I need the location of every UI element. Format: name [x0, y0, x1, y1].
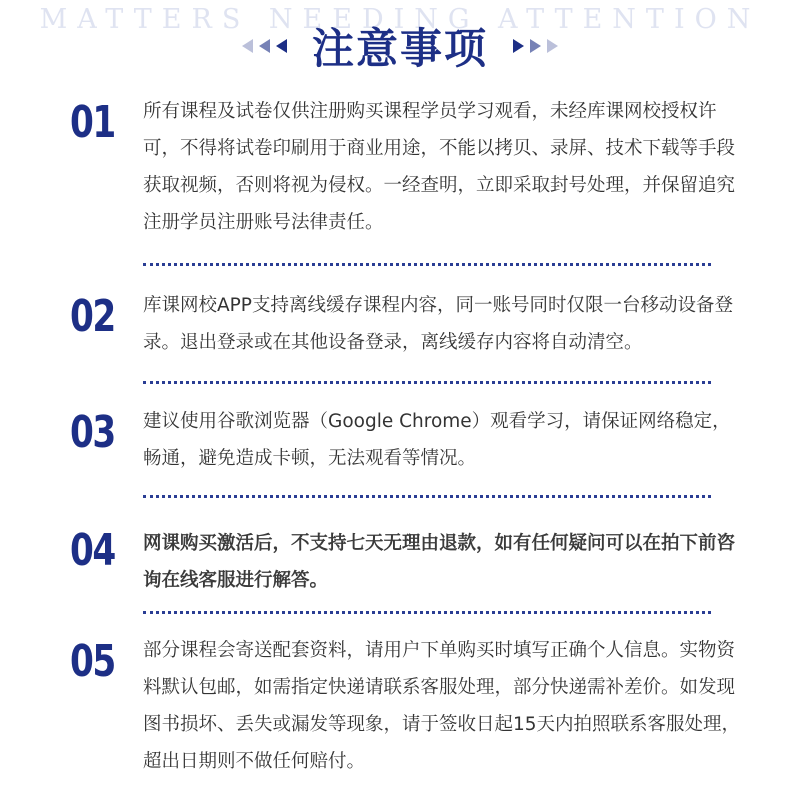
item-number: 04	[70, 525, 115, 576]
item-text: 库课网校APP支持离线缓存课程内容，同一账号同时仅限一台移动设备登录。退出登录或在其他设备登录，离线缓存内容将自动清空。	[143, 295, 733, 353]
left-arrows-icon	[239, 39, 290, 53]
item-text: 网课购买激活后，不支持七天无理由退款，如有任何疑问可以在拍下前咨询在线客服进行解答。	[143, 533, 736, 591]
item-number: 05	[70, 636, 115, 687]
header-watermark: MATTERS NEEDING ATTENTION	[39, 4, 761, 35]
divider	[143, 381, 711, 384]
header	[0, 16, 800, 76]
right-arrows-icon	[510, 39, 561, 53]
divider	[143, 495, 711, 498]
item-number: 01	[70, 97, 115, 148]
item-text: 所有课程及试卷仅供注册购买课程学员学习观看，未经库课网校授权许可，不得将试卷印刷用于商业用途，不能以拷贝、录屏、技术下载等手段获取视频，否则将视为侵权。一经查明，立即采取封号处理，并保留追究注册学员注册账号法律责任。	[143, 101, 736, 233]
divider	[143, 263, 711, 266]
item-text: 部分课程会寄送配套资料，请用户下单购买时填写正确个人信息。实物资料默认包邮，如需指定快递请联系客服处理，部分快递需补差价。如发现图书损坏、丢失或漏发等现象，请于签收日起15天内拍照联系客服处理，超出日期则不做任何赔付。	[143, 640, 741, 772]
item-number: 02	[70, 291, 115, 342]
item-number: 03	[70, 407, 115, 458]
divider	[143, 611, 711, 614]
page-title: 注意事项	[311, 24, 488, 73]
item-text: 建议使用谷歌浏览器（Google Chrome）观看学习，请保证网络稳定，畅通，避免造成卡顿，无法观看等情况。	[143, 411, 731, 469]
